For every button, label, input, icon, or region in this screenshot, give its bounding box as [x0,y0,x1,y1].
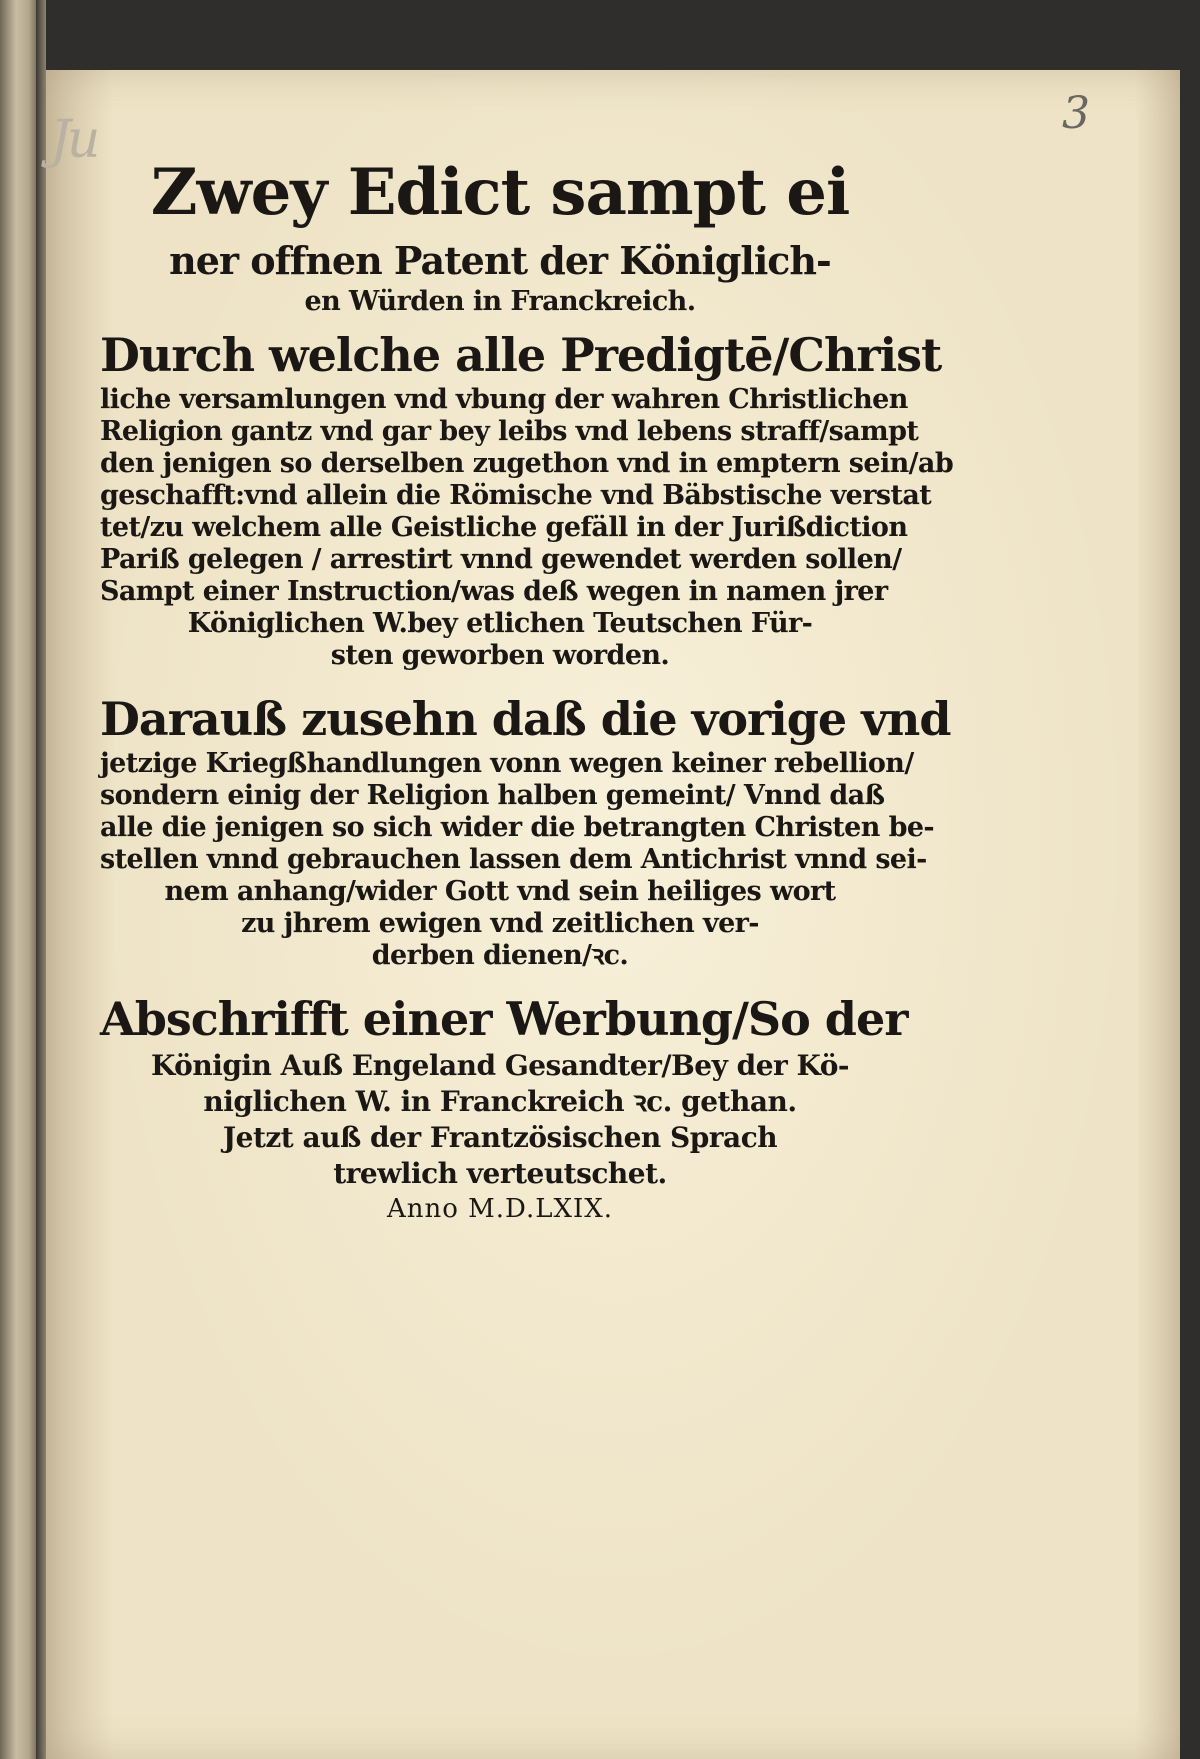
section1-line: tet/zu welchem alle Geistliche gefäll in der Jurißdiction [100,512,908,543]
section1-heading: Durch welche alle Predigtē/Christ [100,328,942,382]
folio-number: 3 [1062,88,1090,139]
section3-line: trewlich verteutschet. [333,1157,667,1190]
facing-page-edge [0,0,36,1759]
section1-line: Königlichen W.bey etlichen Teutschen Für- [187,608,813,639]
title-line-2: ner offnen Patent der Königlich- [169,238,831,283]
section1-line: Sampt einer Instruction/was deß wegen in namen jrer [100,576,888,607]
section2-line: zu jhrem ewigen vnd zeitlichen ver- [241,908,759,939]
section2-line: derben dienen/ꝛc. [371,940,629,971]
title-page-text [100,150,954,1226]
title-line-3: en Würden in Franckreich. [304,286,696,317]
imprint-date: Anno M.D.LXIX. [386,1194,614,1224]
book-gutter [36,0,46,1759]
section2-heading: Darauß zusehn daß die vorige vnd [100,692,951,746]
section3-line: Königin Auß Engeland Gesandter/Bey der Kö- [150,1049,850,1082]
section1-line: Religion gantz vnd gar bey leibs vnd lebens straff/sampt [100,416,919,447]
section2-line: jetzige Kriegßhandlungen vonn wegen keiner rebellion/ [100,748,914,779]
section3-heading: Abschrifft einer Werbung/So der [100,992,908,1046]
section3-line: Jetzt auß der Frantzösischen Sprach [222,1121,778,1154]
section2-line: stellen vnnd gebrauchen lassen dem Antichrist vnnd sei- [100,844,927,875]
section1-line: den jenigen so derselben zugethon vnd in emptern sein/ab [100,448,954,479]
title-line-1: Zwey Edict sampt ei [150,155,850,230]
section2-line: nem anhang/wider Gott vnd sein heiliges wort [164,876,836,907]
section1-line: liche versamlungen vnd vbung der wahren Christlichen [100,384,908,415]
section1-line: Pariß gelegen / arrestirt vnnd gewendet werden sollen/ [100,544,902,575]
section2-line: sondern einig der Religion halben gemeint/ Vnnd daß [100,780,885,811]
section2-line: alle die jenigen so sich wider die betrangten Christen be- [100,812,935,843]
section1-line: geschafft:vnd allein die Römische vnd Bäbstische verstat [100,480,932,511]
section3-line: niglichen W. in Franckreich ꝛc. gethan. [203,1085,797,1118]
section1-line: sten geworben worden. [330,640,670,671]
margin-annotation: Ju [50,110,97,170]
